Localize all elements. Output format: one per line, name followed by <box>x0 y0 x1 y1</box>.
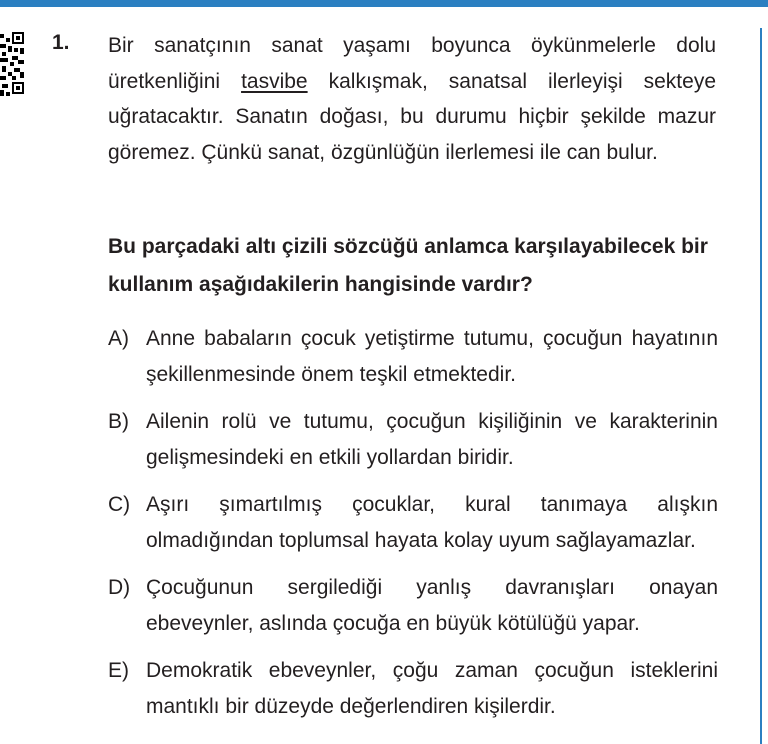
question-number: 1. <box>52 31 70 54</box>
option-text: Anne babaların çocuk yetiştirme tutumu, çocuğun hayatının şekillenmesinde önem teşkil etmektedir. <box>146 327 718 386</box>
option-letter: B) <box>108 410 129 433</box>
option-letter: E) <box>108 659 129 682</box>
option-b[interactable] <box>108 404 718 476</box>
option-letter: D) <box>108 576 131 599</box>
passage-text-before: Bir sanatçının sanat yaşamı boyunca öykünmelerle dolu üretkenliğini <box>108 34 716 93</box>
option-e[interactable] <box>108 653 718 725</box>
option-d[interactable] <box>108 570 718 642</box>
option-c[interactable] <box>108 487 718 559</box>
option-letter: C) <box>108 493 131 516</box>
right-margin-rule <box>760 28 762 744</box>
top-accent-bar <box>0 0 768 7</box>
option-a[interactable] <box>108 321 718 393</box>
option-text: Demokratik ebeveynler, çoğu zaman çocuğun isteklerini mantıklı bir düzeyde değerlendiren kişilerdir. <box>146 659 718 718</box>
question-prompt: Bu parçadaki altı çizili sözcüğü anlamca karşılayabilecek bir kullanım aşağıdakilerin hangisinde vardır? <box>108 235 708 296</box>
question-passage <box>108 28 716 170</box>
option-text: Aşırı şımartılmış çocuklar, kural tanımaya alışkın olmadığından toplumsal hayata kolay uyum sağlayamazlar. <box>146 493 718 552</box>
option-letter: A) <box>108 327 129 350</box>
option-text: Çocuğunun sergilediği yanlış davranışları onayan ebeveynler, aslında çocuğa en büyük kötülüğü yapar. <box>146 576 718 635</box>
passage-text-after: kalkışmak, sanatsal ilerleyişi sekteye uğratacaktır. Sanatın doğası, bu durumu hiçbir şekilde mazur göremez. Çünkü sanat, özgünlüğün ilerlemesi ile can bulur. <box>108 69 717 164</box>
qr-code-icon <box>0 30 26 98</box>
underlined-word: tasvibe <box>241 69 308 93</box>
option-text: Ailenin rolü ve tutumu, çocuğun kişiliğinin ve karakterinin gelişmesindeki en etkili yollardan biridir. <box>146 410 718 469</box>
